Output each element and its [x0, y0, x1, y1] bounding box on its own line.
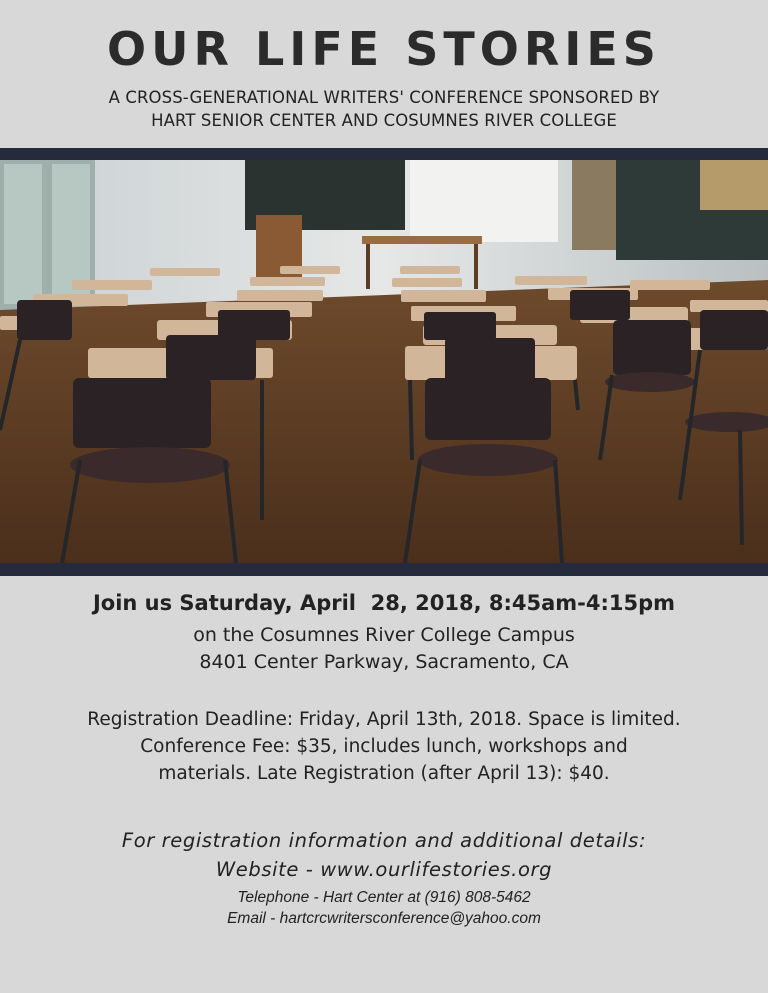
- info-section: [0, 826, 768, 884]
- subtitle-line-1: A CROSS-GENERATIONAL WRITERS' CONFERENCE SPONSORED BY: [108, 88, 660, 107]
- website-line: Website - www.ourlifestories.org: [215, 858, 553, 881]
- event-location: [0, 622, 768, 676]
- conference-fee: Conference Fee: $35, includes lunch, workshops and: [140, 736, 628, 757]
- classroom-photo: [0, 160, 768, 563]
- poster-subtitle: [0, 86, 768, 132]
- info-heading: For registration information and additional details:: [121, 829, 647, 852]
- location-address: 8401 Center Parkway, Sacramento, CA: [199, 651, 569, 673]
- registration-details: [0, 706, 768, 787]
- bottom-divider-band: [0, 563, 768, 576]
- email-line: Email - hartcrcwritersconference@yahoo.com: [227, 910, 541, 927]
- event-date-time: Join us Saturday, April 28, 2018, 8:45am-4:15pm: [92, 591, 676, 615]
- late-registration: materials. Late Registration (after April 13): $40.: [158, 763, 610, 784]
- contact-section: [0, 887, 768, 929]
- registration-deadline: Registration Deadline: Friday, April 13th, 2018. Space is limited.: [87, 709, 681, 730]
- location-campus: on the Cosumnes River College Campus: [193, 624, 575, 646]
- telephone-line: Telephone - Hart Center at (916) 808-5462: [237, 889, 531, 906]
- subtitle-line-2: HART SENIOR CENTER AND COSUMNES RIVER COLLEGE: [151, 111, 617, 130]
- top-divider-band: [0, 148, 768, 160]
- poster-title: OUR LIFE STORIES: [107, 22, 661, 76]
